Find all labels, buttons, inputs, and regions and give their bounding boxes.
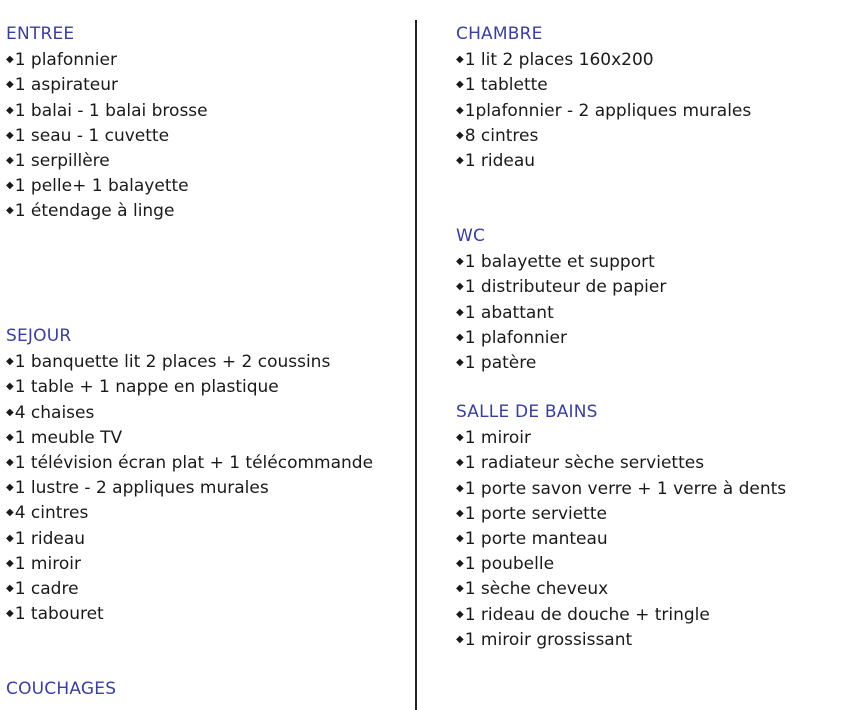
item-text: 1 plafonnier (14, 50, 117, 71)
list-item (456, 501, 856, 526)
bullet-icon: ◆ (456, 129, 464, 141)
bullet-icon: ◆ (6, 154, 14, 166)
list-item (6, 475, 406, 500)
bullet-icon: ◆ (6, 54, 14, 66)
list-item (456, 576, 856, 601)
section-salle-de-bains (456, 400, 856, 652)
bullet-icon: ◆ (456, 583, 464, 595)
bullet-icon: ◆ (6, 507, 14, 519)
list-item (456, 274, 856, 299)
bullet-icon: ◆ (456, 608, 464, 620)
bullet-icon: ◆ (456, 558, 464, 570)
list-item (6, 47, 406, 72)
list-item (6, 173, 406, 198)
item-text: 1plafonnier - 2 appliques murales (464, 100, 752, 121)
list-item (6, 526, 406, 551)
bullet-icon: ◆ (456, 532, 464, 544)
bullet-icon: ◆ (6, 406, 14, 418)
list-item (6, 349, 406, 374)
list-item (6, 198, 406, 223)
section-title: SALLE DE BAINS (456, 402, 598, 422)
item-text: 1 pelle+ 1 balayette (14, 176, 189, 197)
bullet-icon: ◆ (6, 79, 14, 91)
list-item (456, 72, 856, 97)
bullet-icon: ◆ (456, 154, 464, 166)
bullet-icon: ◆ (456, 104, 464, 116)
section-title: SEJOUR (6, 326, 72, 346)
list-item (6, 148, 406, 173)
bullet-icon: ◆ (6, 608, 14, 620)
item-text: 1 lit 2 places 160x200 (464, 50, 654, 71)
item-text: 1 poubelle (464, 554, 555, 575)
bullet-icon: ◆ (6, 582, 14, 594)
item-text: 4 chaises (14, 402, 95, 423)
bullet-icon: ◆ (456, 507, 464, 519)
item-text: 1 miroir grossissant (464, 629, 633, 650)
bullet-icon: ◆ (456, 281, 464, 293)
item-text: 1 porte serviette (464, 503, 607, 524)
item-text: 1 rideau (464, 150, 536, 171)
item-text: 1 balai - 1 balai brosse (14, 100, 208, 121)
item-text: 1 tablette (464, 75, 548, 96)
list-item (6, 72, 406, 97)
bullet-icon: ◆ (456, 633, 464, 645)
item-text: 1 étendage à linge (14, 201, 175, 222)
item-text: 1 plafonnier (464, 327, 567, 348)
section-sejour (6, 324, 406, 626)
list-item (456, 425, 856, 450)
bullet-icon: ◆ (456, 432, 464, 444)
bullet-icon: ◆ (6, 557, 14, 569)
list-item (456, 602, 856, 627)
bullet-icon: ◆ (456, 79, 464, 91)
bullet-icon: ◆ (456, 356, 464, 368)
list-item (456, 350, 856, 375)
item-text: 1 télévision écran plat + 1 télécommande (14, 452, 374, 473)
bullet-icon: ◆ (6, 482, 14, 494)
bullet-icon: ◆ (6, 129, 14, 141)
list-item (456, 627, 856, 652)
item-text: 1 miroir (14, 553, 81, 574)
item-text: 4 cintres (14, 503, 89, 524)
bullet-icon: ◆ (6, 356, 14, 368)
list-item (456, 325, 856, 350)
item-text: 1 rideau (14, 528, 86, 549)
list-item (456, 526, 856, 551)
section-title: WC (456, 226, 486, 246)
section-title: COUCHAGES (6, 679, 117, 699)
list-item (6, 576, 406, 601)
list-item (456, 249, 856, 274)
item-text: 1 tabouret (14, 604, 104, 625)
item-text: 1 abattant (464, 302, 554, 323)
list-item (6, 551, 406, 576)
list-item (456, 123, 856, 148)
bullet-icon: ◆ (6, 431, 14, 443)
item-text: 1 porte savon verre + 1 verre à dents (464, 478, 787, 499)
list-item (6, 123, 406, 148)
section-entree (6, 22, 406, 224)
list-item (6, 425, 406, 450)
list-item (6, 450, 406, 475)
bullet-icon: ◆ (6, 532, 14, 544)
list-item (6, 374, 406, 399)
item-text: 1 miroir (464, 428, 531, 449)
list-item (456, 148, 856, 173)
bullet-icon: ◆ (456, 306, 464, 318)
list-item (6, 500, 406, 525)
list-item (456, 300, 856, 325)
bullet-icon: ◆ (6, 104, 14, 116)
item-text: 8 cintres (464, 125, 539, 146)
list-item (456, 98, 856, 123)
bullet-icon: ◆ (6, 205, 14, 217)
bullet-icon: ◆ (456, 256, 464, 268)
section-title: CHAMBRE (456, 24, 543, 44)
bullet-icon: ◆ (456, 457, 464, 469)
list-item (456, 450, 856, 475)
item-text: 1 serpillère (14, 150, 110, 171)
item-text: 1 rideau de douche + tringle (464, 604, 710, 625)
item-text: 1 aspirateur (14, 75, 119, 96)
item-text: 1 lustre - 2 appliques murales (14, 478, 269, 499)
section-wc (456, 224, 856, 375)
item-text: 1 patère (464, 352, 537, 373)
list-item (456, 551, 856, 576)
item-text: 1 porte manteau (464, 528, 608, 549)
item-text: 1 sèche cheveux (464, 579, 609, 600)
item-text: 1 distributeur de papier (464, 277, 667, 298)
list-item (456, 47, 856, 72)
list-item (6, 98, 406, 123)
item-text: 1 radiateur sèche serviettes (464, 453, 705, 474)
section-couchages (6, 677, 406, 702)
section-chambre (456, 22, 856, 173)
bullet-icon: ◆ (6, 456, 14, 468)
item-text: 1 table + 1 nappe en plastique (14, 377, 279, 398)
column-divider (415, 20, 417, 710)
list-item (456, 476, 856, 501)
item-text: 1 cadre (14, 578, 79, 599)
list-item (6, 601, 406, 626)
section-title: ENTREE (6, 24, 75, 44)
bullet-icon: ◆ (456, 54, 464, 66)
item-text: 1 banquette lit 2 places + 2 coussins (14, 352, 331, 373)
list-item (6, 400, 406, 425)
bullet-icon: ◆ (456, 482, 464, 494)
bullet-icon: ◆ (6, 180, 14, 192)
bullet-icon: ◆ (456, 331, 464, 343)
bullet-icon: ◆ (6, 381, 14, 393)
item-text: 1 seau - 1 cuvette (14, 125, 170, 146)
item-text: 1 meuble TV (14, 427, 123, 448)
item-text: 1 balayette et support (464, 252, 655, 273)
